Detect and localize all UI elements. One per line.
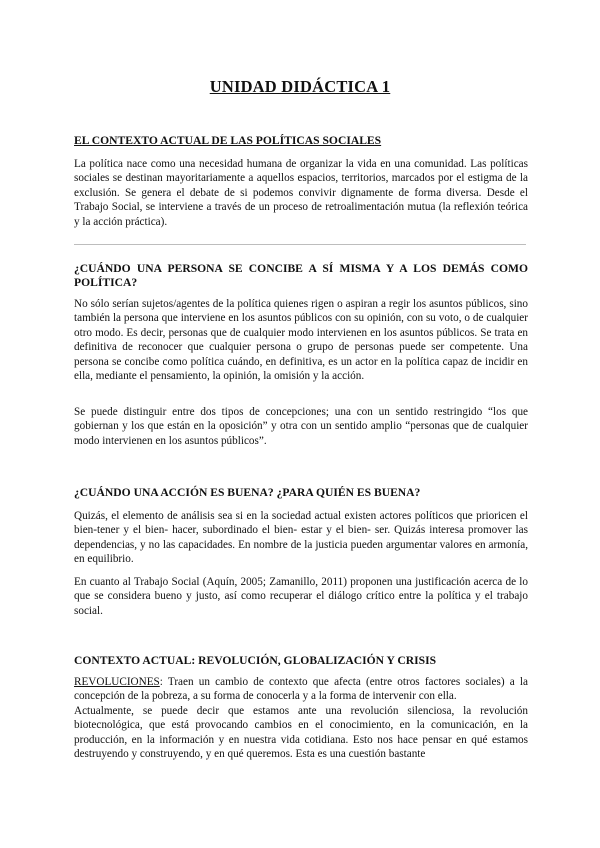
lead-label: REVOLUCIONES — [74, 676, 160, 688]
section-heading-accion-buena: ¿CUÁNDO UNA ACCIÓN ES BUENA? ¿PARA QUIÉN ES BUENA? — [74, 486, 421, 499]
section-paragraph: No sólo serían sujetos/agentes de la política quienes rigen o aspiran a regir los asuntos públicos, sino también la persona que interviene en los asuntos públicos con su opinión, con su voto, o de cualquier otro modo. Es decir, personas que de cualquier modo intervienen en los asuntos públicos. Se trata en definitiva de reconocer que cualquier persona o grupo de personas puede ser competente. Una persona se concibe como política cuándo, en definitiva, es un actor en la política capaz de incidir en ella, mediante el pensamiento, la opinión, la omisión y la acción. — [74, 298, 528, 383]
section-paragraph: Se puede distinguir entre dos tipos de concepciones; una con un sentido restringido “los que gobiernan y los que están en la oposición” y otra con un sentido amplio “personas que de cualquier modo intervienen en los asuntos públicos”. — [74, 406, 528, 447]
section-paragraph: En cuanto al Trabajo Social (Aquín, 2005; Zamanillo, 2011) proponen una justificación acerca de lo que se considera bueno y justo, así como recuperar el diálogo crítico entre la política y el trabajo social. — [74, 576, 528, 617]
section-heading-contexto-actual: EL CONTEXTO ACTUAL DE LAS POLÍTICAS SOCIALES — [74, 134, 382, 147]
section-lead-paragraph — [74, 675, 528, 704]
lead-text: : Traen un cambio de contexto que afecta (entre otros factores sociales) a la concepción de la pobreza, a su forma de conocerla y a la forma de intervenir con ella. — [74, 676, 528, 703]
section-heading-contexto-revolucion: CONTEXTO ACTUAL: REVOLUCIÓN, GLOBALIZACIÓN Y CRISIS — [74, 654, 437, 667]
section-paragraph: Actualmente, se puede decir que estamos ante una revolución silenciosa, la revolución biotecnológica, que está provocando cambios en el conocimiento, en la comunicación, en la producción, en la información y en nuestra vida cotidiana. Esto nos hace pensar en qué estamos destruyendo y construyendo, y en qué queremos. Esta es una cuestión bastante — [74, 705, 528, 761]
document-title: UNIDAD DIDÁCTICA 1 — [209, 77, 391, 96]
section-heading-persona-politica: ¿CUÁNDO UNA PERSONA SE CONCIBE A SÍ MISMA Y A LOS DEMÁS COMO POLÍTICA? — [74, 262, 528, 289]
section-paragraph: Quizás, el elemento de análisis sea si en la sociedad actual existen actores políticos que prioricen el bien-tener y el bien- hacer, subordinado el bien- estar y el bien- ser. Quizás interesa promover las dependencias, y no las capacidades. En nombre de la justicia pueden argumentar valores en armonía, en equilibrio. — [74, 510, 528, 566]
section-divider — [74, 244, 526, 245]
section-paragraph: La política nace como una necesidad humana de organizar la vida en una comunidad. Las políticas sociales se destinan mayoritariamente a aquellos espacios, territorios, marcados por el estigma de la exclusión. Se genera el debate de si podemos convivir dignamente de forma diversa. Desde el Trabajo Social, se interviene a través de un proceso de retroalimentación mutua (la reflexión teórica y la acción práctica). — [74, 158, 528, 228]
